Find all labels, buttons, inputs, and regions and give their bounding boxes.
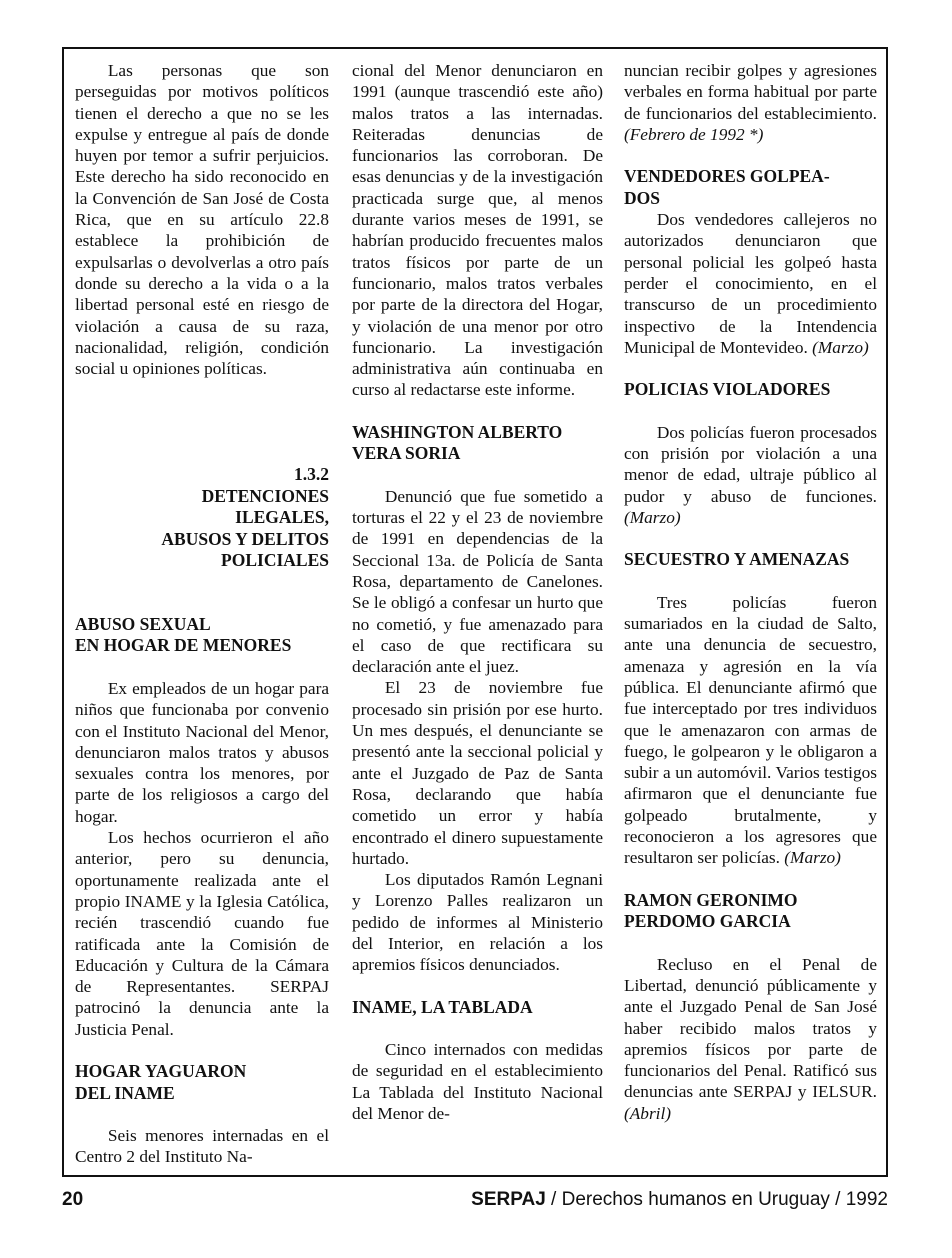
paragraph bbox=[624, 422, 877, 528]
heading: ABUSO SEXUAL bbox=[75, 613, 211, 634]
section-title: ABUSOS Y DELITOS bbox=[161, 528, 329, 549]
heading: VERA SORIA bbox=[352, 443, 461, 464]
column-3 bbox=[624, 60, 877, 1124]
date-note: (Marzo) bbox=[624, 507, 681, 527]
heading: EN HOGAR DE MENORES bbox=[75, 635, 292, 656]
column-1 bbox=[75, 60, 329, 1168]
date-note: (Marzo) bbox=[784, 848, 841, 868]
paragraph-text: nuncian recibir golpes y agresiones verbales en forma habitual por parte de funcionarios del establecimiento. bbox=[624, 61, 877, 123]
publisher-name: SERPAJ bbox=[471, 1189, 546, 1210]
page-footer bbox=[62, 1189, 888, 1219]
heading: DOS bbox=[624, 187, 660, 208]
heading: INAME, LA TABLADA bbox=[352, 996, 533, 1017]
paragraph bbox=[624, 954, 877, 1124]
running-title bbox=[471, 1189, 888, 1211]
heading: SECUESTRO Y AMENAZAS bbox=[624, 549, 850, 570]
section-number: 1.3.2 bbox=[294, 464, 329, 485]
paragraph: Las personas que son perseguidas por motivos políticos tienen el derecho a que no se les expulse y entregue al país de donde huyen por temor a sufrir perjuicios. Este derecho ha sido reconocido en la Convención de San José de Costa Rica, que en su artículo 22.8 establece la prohibición de expulsarlas o devolverlas a otro país donde su derecho a la vida o a la libertad personal esté en riesgo de violación a causa de su raza, nacionalidad, religión, condición social u opiniones políticas. bbox=[75, 61, 329, 379]
paragraph bbox=[624, 209, 877, 358]
paragraph-text: Tres policías fueron sumariados en la ciudad de Salto, ante una denuncia de secuestro, amenaza y agresión en la vía pública. El denunciante afirmó que fue interceptado por tres individuos que le amenazaron con armas de fuego, le golpearon y le obligaron a subir a un automóvil. Varios testigos afirmaron que el denunciante fue golpeado brutalmente, y reconocieron a los agresores que resultaron ser policías. bbox=[624, 592, 877, 868]
paragraph-text: Dos vendedores callejeros no autorizados denunciaron que personal policial les golpeó hasta perder el conocimiento, en el transcurso de un procedimiento inspectivo de la Intendencia Municipal de Montevideo. bbox=[624, 210, 877, 357]
date-note: (Febrero de 1992 *) bbox=[624, 124, 764, 144]
heading: DEL INAME bbox=[75, 1082, 175, 1103]
publication-title: / Derechos humanos en Uruguay / 1992 bbox=[545, 1189, 888, 1210]
paragraph: Ex empleados de un hogar para niños que funcionaba por convenio con el Instituto Nacional del Menor, denunciaron malos tratos y abusos sexuales contra los menores, por parte de los religiosos a cargo del hogar. bbox=[75, 678, 329, 826]
date-note: (Abril) bbox=[624, 1103, 672, 1123]
heading: WASHINGTON ALBERTO bbox=[352, 421, 563, 442]
section-title: DETENCIONES bbox=[201, 485, 329, 506]
paragraph-text: Dos policías fueron procesados con prisión por violación a una menor de edad, ultraje público al pudor y abuso de funciones. bbox=[624, 422, 877, 506]
section-title: ILEGALES, bbox=[235, 507, 329, 528]
paragraph: cional del Menor denunciaron en 1991 (aunque trascendió este año) malos tratos a las internadas. Reiteradas denuncias de funcionarios las corroboran. De esas denuncias y de la investigación practicada surge que, al menos durante varios meses de 1991, se habrían producido frecuentes malos tratos físicos por parte de un funcionario, malos tratos verbales por parte de la directora del Hogar, y violación de una menor por otro funcionario. La investigación administrativa aún continuaba en curso al redactarse este informe. bbox=[352, 61, 603, 400]
paragraph: Seis menores internadas en el Centro 2 del Instituto Na- bbox=[75, 1126, 329, 1167]
heading: RAMON GERONIMO bbox=[624, 889, 798, 910]
heading: POLICIAS VIOLADORES bbox=[624, 379, 831, 400]
date-note: (Marzo) bbox=[812, 337, 869, 357]
paragraph: Los hechos ocurrieron el año anterior, pero su denuncia, oportunamente realizada ante el propio INAME y la Iglesia Católica, recién trascendió cuando fue ratificada ante la Comisión de Educación y Cultura de la Cámara de Representantes. SERPAJ patrocinó la denuncia ante la Justicia Penal. bbox=[75, 828, 329, 1039]
section-title: POLICIALES bbox=[221, 550, 329, 571]
paragraph: El 23 de noviembre fue procesado sin prisión por ese hurto. Un mes después, el denunciante se presentó ante la seccional policial y ante el Juzgado de Paz de Santa Rosa, declarando que había cometido un error y había encontrado el dinero supuestamente hurtado. bbox=[352, 678, 603, 868]
paragraph: Cinco internados con medidas de seguridad en el establecimiento La Tablada del Instituto Nacional del Menor de- bbox=[352, 1040, 603, 1123]
heading: VENDEDORES GOLPEA- bbox=[624, 166, 830, 187]
page-number: 20 bbox=[62, 1189, 84, 1210]
paragraph bbox=[624, 60, 877, 145]
heading: HOGAR YAGUARON bbox=[75, 1061, 247, 1081]
column-2 bbox=[352, 60, 603, 1124]
heading: PERDOMO GARCIA bbox=[624, 911, 791, 932]
paragraph bbox=[624, 592, 877, 869]
paragraph: Denunció que fue sometido a torturas el 22 y el 23 de noviembre de 1991 en dependencias de la Seccional 13a. de Policía de Santa Rosa, departamento de Canelones. Se le obligó a confesar un hurto que no cometió, y fue amenazado para el caso de que rectificara su declaración ante el juez. bbox=[352, 486, 603, 677]
paragraph: Los diputados Ramón Legnani y Lorenzo Palles realizaron un pedido de informes al Ministerio del Interior, en relación a los apremios físicos denunciados. bbox=[352, 870, 603, 975]
paragraph-text: Recluso en el Penal de Libertad, denunció públicamente y ante el Juzgado Penal de San José haber recibido malos tratos y apremios físicos por parte de funcionarios del Penal. Ratificó sus denuncias ante SERPAJ y IELSUR. bbox=[624, 954, 877, 1102]
